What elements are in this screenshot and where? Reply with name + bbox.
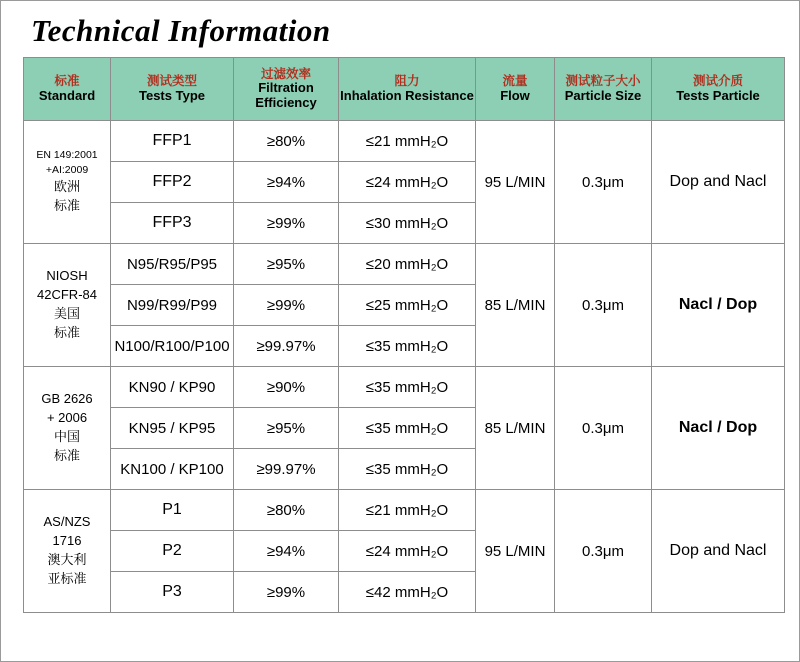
standard-line-2: 1716: [52, 533, 82, 549]
cell-filtration: ≥80%: [234, 490, 339, 531]
column-header-standard: [24, 58, 111, 121]
cell-particle-size: 0.3μm: [555, 367, 652, 490]
cell-test-type: FFP3: [111, 203, 234, 244]
standard-line-1: NIOSH: [46, 268, 88, 284]
standard-line-3: 美国: [53, 306, 80, 321]
column-header-inhalation-resistance-en: Inhalation Resistance: [340, 87, 474, 103]
cell-resistance: ≤21 mmH₂O: [339, 121, 476, 162]
cell-filtration: ≥99.97%: [234, 326, 339, 367]
standard-line-4: 亚标准: [47, 570, 87, 586]
cell-resistance: ≤25 mmH₂O: [339, 285, 476, 326]
standard-line-1: GB 2626: [41, 391, 93, 407]
cell-resistance: ≤21 mmH₂O: [339, 490, 476, 531]
technical-information-table: [23, 57, 785, 613]
cell-tests-particle: Nacl / Dop: [652, 367, 785, 490]
cell-filtration: ≥99.97%: [234, 449, 339, 490]
cell-tests-particle: Dop and Nacl: [652, 121, 785, 244]
cell-resistance: ≤42 mmH₂O: [339, 572, 476, 613]
column-header-inhalation-resistance: [339, 58, 476, 121]
cell-filtration: ≥94%: [234, 162, 339, 203]
column-header-filtration-efficiency: [234, 58, 339, 121]
cell-filtration: ≥90%: [234, 367, 339, 408]
cell-test-type: P3: [111, 572, 234, 613]
cell-standard: [24, 121, 111, 244]
cell-test-type: KN100 / KP100: [111, 449, 234, 490]
table-header-row: [24, 58, 785, 121]
standard-line-4: 标准: [53, 324, 80, 340]
cell-resistance: ≤35 mmH₂O: [339, 367, 476, 408]
column-header-filtration-efficiency-en: Filtration Efficiency: [255, 80, 317, 111]
cell-standard: [24, 244, 111, 367]
cell-test-type: N100/R100/P100: [111, 326, 234, 367]
column-header-particle-size-en: Particle Size: [564, 87, 642, 103]
column-header-flow-en: Flow: [500, 87, 530, 103]
column-header-tests-type-cn: 测试类型: [146, 74, 197, 89]
cell-test-type: KN95 / KP95: [111, 408, 234, 449]
cell-resistance: ≤20 mmH₂O: [339, 244, 476, 285]
cell-flow: 95 L/MIN: [476, 121, 555, 244]
column-header-tests-particle-cn: 测试介质: [692, 74, 743, 89]
column-header-particle-size: [555, 58, 652, 121]
column-header-flow-cn: 流量: [502, 74, 528, 89]
page-title: Technical Information: [31, 13, 331, 48]
cell-flow: 95 L/MIN: [476, 490, 555, 613]
cell-test-type: P2: [111, 531, 234, 572]
cell-resistance: ≤24 mmH₂O: [339, 162, 476, 203]
cell-flow: 85 L/MIN: [476, 244, 555, 367]
cell-particle-size: 0.3μm: [555, 121, 652, 244]
table-row: [24, 121, 785, 162]
standard-line-2: +AI:2009: [45, 164, 89, 177]
standard-line-4: 标准: [53, 447, 80, 463]
cell-test-type: FFP1: [111, 121, 234, 162]
cell-standard: [24, 367, 111, 490]
cell-test-type: N95/R95/P95: [111, 244, 234, 285]
table-header: [24, 58, 785, 121]
standard-line-2: + 2006: [46, 410, 88, 426]
cell-resistance: ≤35 mmH₂O: [339, 326, 476, 367]
column-header-standard-cn: 标准: [54, 74, 80, 89]
standard-line-3: 澳大利: [47, 552, 87, 567]
cell-flow: 85 L/MIN: [476, 367, 555, 490]
standard-line-1: AS/NZS: [43, 514, 91, 530]
cell-test-type: P1: [111, 490, 234, 531]
cell-resistance: ≤24 mmH₂O: [339, 531, 476, 572]
cell-resistance: ≤30 mmH₂O: [339, 203, 476, 244]
cell-resistance: ≤35 mmH₂O: [339, 408, 476, 449]
standard-line-3: 欧洲: [53, 179, 80, 195]
column-header-tests-particle: [652, 58, 785, 121]
column-header-standard-en: Standard: [38, 87, 96, 103]
cell-tests-particle: Nacl / Dop: [652, 244, 785, 367]
cell-filtration: ≥99%: [234, 203, 339, 244]
cell-standard: [24, 490, 111, 613]
column-header-inhalation-resistance-cn: 阻力: [394, 74, 420, 89]
standard-line-3: 中国: [53, 429, 80, 444]
standard-line-2: 42CFR-84: [37, 287, 97, 303]
cell-filtration: ≥95%: [234, 408, 339, 449]
column-header-tests-particle-en: Tests Particle: [676, 87, 760, 103]
table-row: [24, 367, 785, 408]
cell-tests-particle: Dop and Nacl: [652, 490, 785, 613]
cell-filtration: ≥95%: [234, 244, 339, 285]
cell-test-type: N99/R99/P99: [111, 285, 234, 326]
standard-line-1: EN 149:2001: [36, 148, 98, 161]
cell-particle-size: 0.3μm: [555, 490, 652, 613]
column-header-flow: [476, 58, 555, 121]
table-row: [24, 490, 785, 531]
technical-table-container: [1, 57, 799, 613]
cell-filtration: ≥99%: [234, 572, 339, 613]
cell-particle-size: 0.3μm: [555, 244, 652, 367]
cell-filtration: ≥80%: [234, 121, 339, 162]
table-row: [24, 244, 785, 285]
column-header-tests-type-en: Tests Type: [139, 87, 205, 103]
cell-resistance: ≤35 mmH₂O: [339, 449, 476, 490]
standard-line-4: 标准: [53, 198, 80, 214]
cell-test-type: KN90 / KP90: [111, 367, 234, 408]
cell-test-type: FFP2: [111, 162, 234, 203]
column-header-particle-size-cn: 测试粒子大小: [565, 74, 641, 89]
table-body: [24, 121, 785, 613]
column-header-tests-type: [111, 58, 234, 121]
column-header-filtration-efficiency-cn: 过滤效率: [260, 66, 311, 81]
cell-filtration: ≥94%: [234, 531, 339, 572]
cell-filtration: ≥99%: [234, 285, 339, 326]
